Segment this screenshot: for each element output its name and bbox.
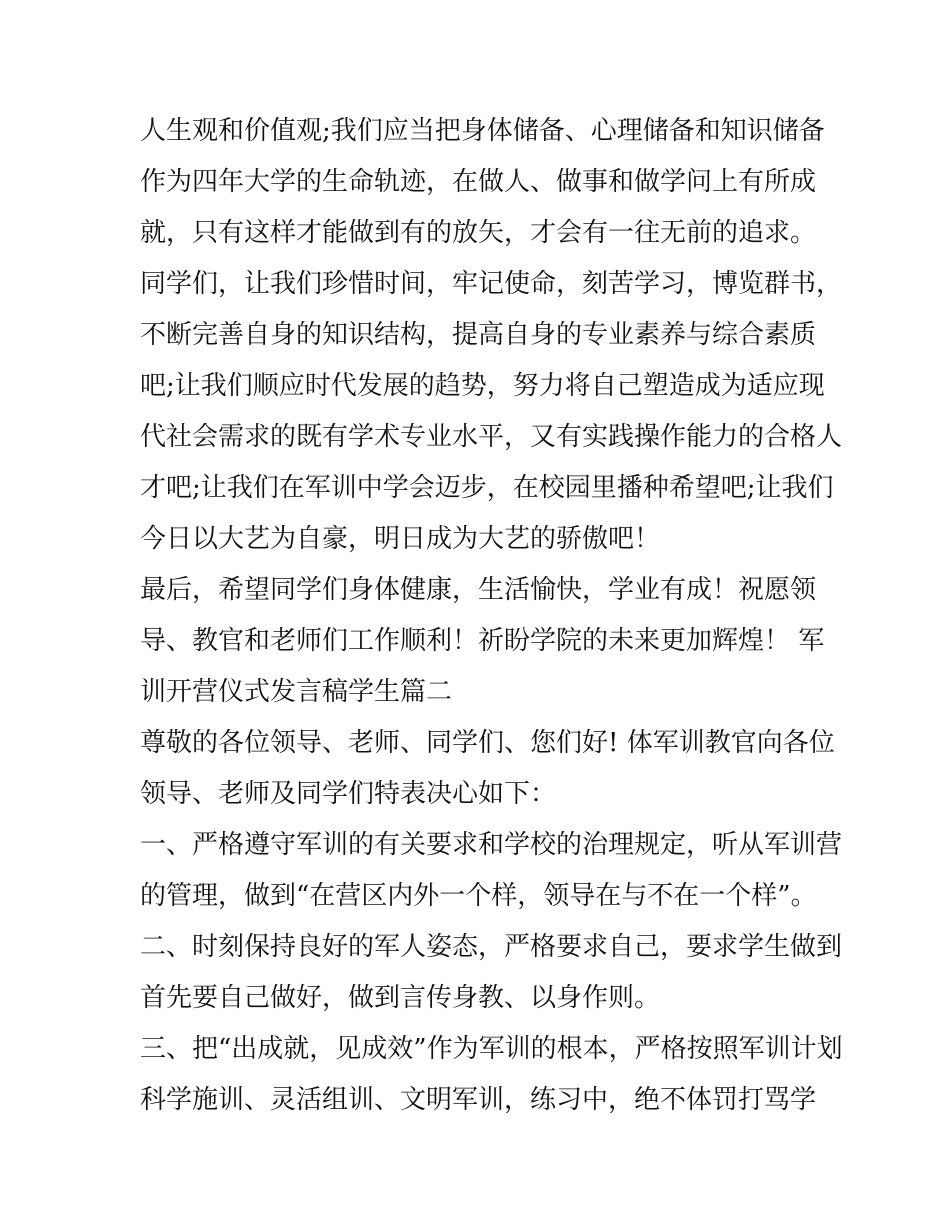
text-line: 同学们，让我们珍惜时间，牢记使命，刻苦学习，博览群书， [140, 269, 843, 299]
text-line: 人生观和价值观;我们应当把身体储备、心理储备和知识储备 [140, 116, 825, 146]
text-line: 今日以大艺为自豪，明日成为大艺的骄傲吧！ [140, 524, 661, 554]
text-line: 尊敬的各位领导、老师、同学们、您们好! 体军训教官向各位 [140, 728, 835, 758]
text-line: 就，只有这样才能做到有的放矢，才会有一往无前的追求。 [140, 218, 817, 248]
text-line: 三、把“出成就，见成效”作为军训的根本，严格按照军训计划 [140, 1034, 843, 1064]
text-line: 的管理，做到“在营区内外一个样，领导在与不在一个样”。 [140, 881, 817, 911]
text-line: 最后，希望同学们身体健康，生活愉快，学业有成！祝愿领 [140, 575, 817, 605]
document-body [140, 106, 843, 1126]
text-line: 才吧;让我们在军训中学会迈步，在校园里播种希望吧;让我们 [140, 473, 834, 503]
text-line: 作为四年大学的生命轨迹，在做人、做事和做学问上有所成 [140, 167, 817, 197]
text-line: 科学施训、灵活组训、文明军训，练习中，绝不体罚打骂学 [140, 1085, 817, 1115]
text-line: 不断完善自身的知识结构，提高自身的专业素养与综合素质 [140, 320, 817, 350]
text-line: 吧;让我们顺应时代发展的趋势，努力将自己塑造成为适应现 [140, 371, 825, 401]
text-line: 代社会需求的既有学术专业水平，又有实践操作能力的合格人 [140, 422, 843, 452]
text-line: 导、教官和老师们工作顺利！祈盼学院的未来更加辉煌！ 军 [140, 626, 825, 656]
text-line: 领导、老师及同学们特表决心如下： [140, 779, 557, 809]
text-line: 训开营仪式发言稿学生篇二 [140, 677, 453, 707]
text-line: 首先要自己做好，做到言传身教、以身作则。 [140, 983, 661, 1013]
text-line: 二、时刻保持良好的军人姿态，严格要求自己，要求学生做到 [140, 932, 843, 962]
text-line: 一、严格遵守军训的有关要求和学校的治理规定，听从军训营 [140, 830, 843, 860]
